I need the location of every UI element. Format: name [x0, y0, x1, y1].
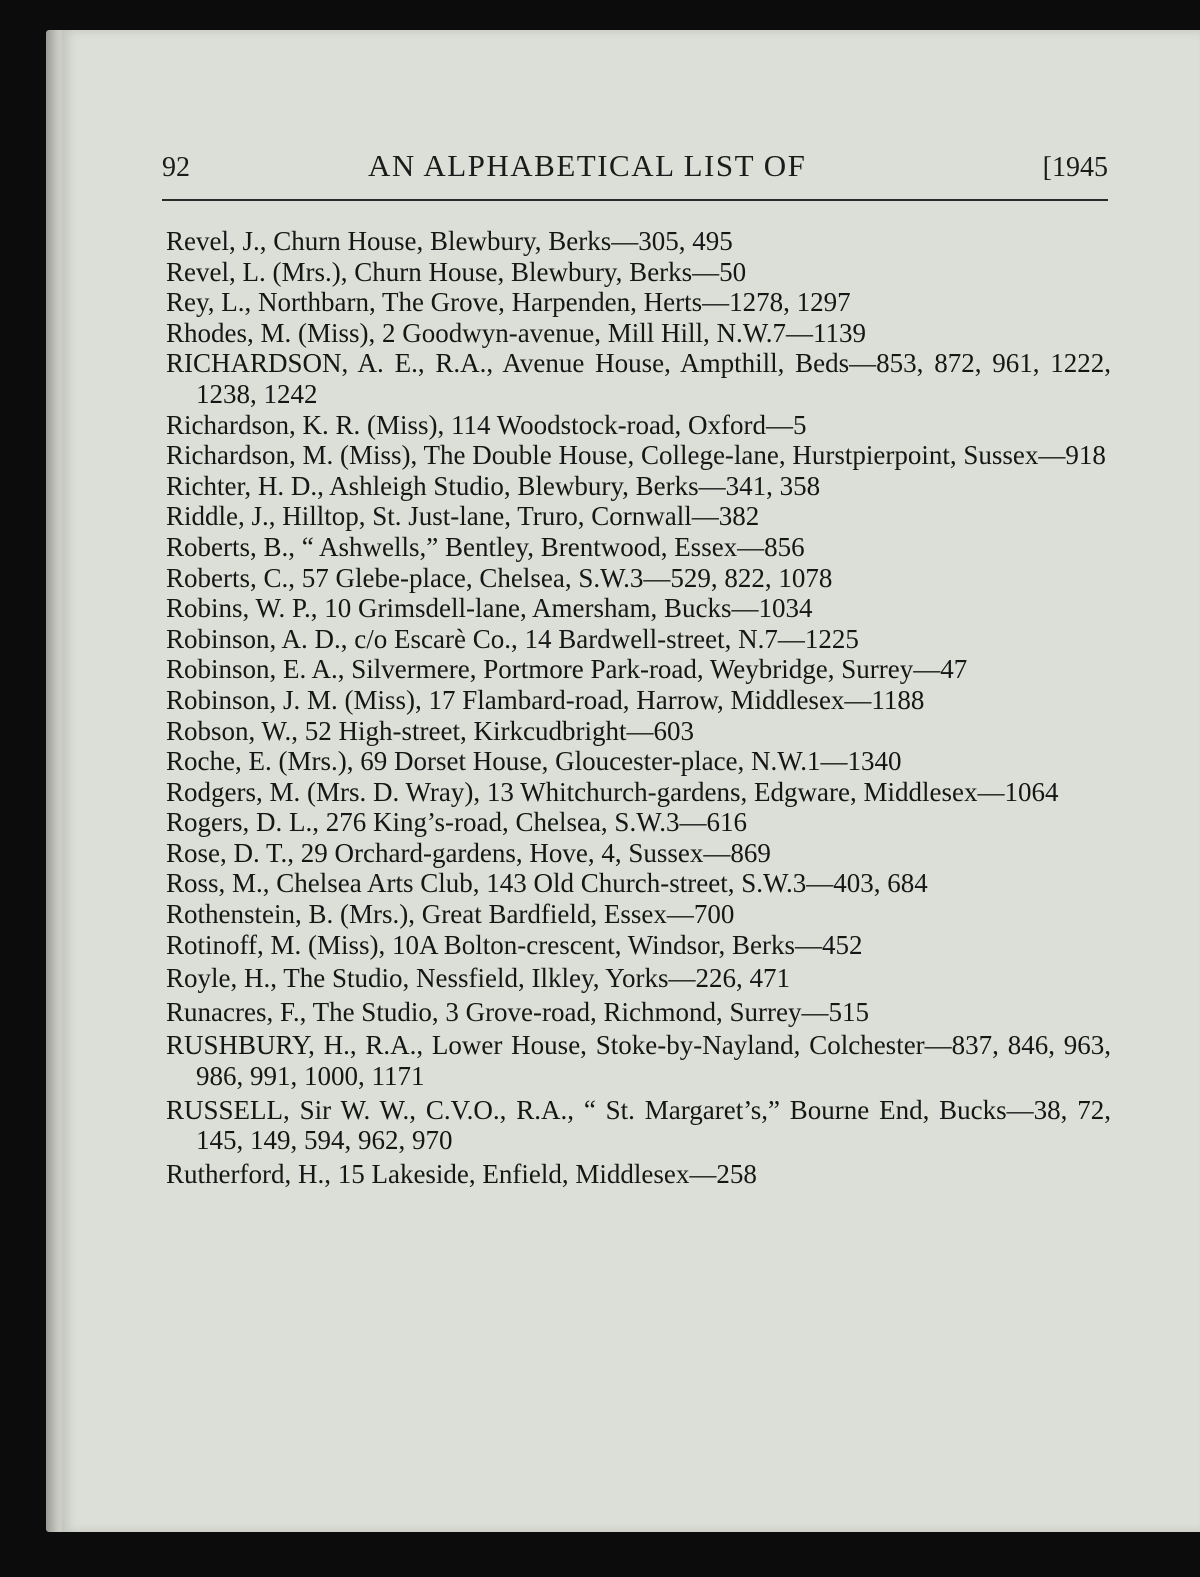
list-entry: Roberts, C., 57 Glebe-place, Chelsea, S.W.3—529, 822, 1078	[166, 562, 833, 593]
list-entry: Roche, E. (Mrs.), 69 Dorset House, Gloucester-place, N.W.1—1340	[166, 746, 902, 777]
list-entry: Richardson, K. R. (Miss), 114 Woodstock-road, Oxford—5	[166, 409, 807, 440]
list-entry: Rhodes, M. (Miss), 2 Goodwyn-avenue, Mill Hill, N.W.7—1139	[166, 317, 866, 348]
list-entry: Revel, J., Churn House, Blewbury, Berks—305, 495	[166, 226, 733, 256]
list-entry: Royle, H., The Studio, Nessfield, Ilkley, Yorks—226, 471	[166, 963, 790, 994]
list-entry: Rodgers, M. (Mrs. D. Wray), 13 Whitchurch-gardens, Edgware, Middlesex—1064	[166, 776, 1059, 807]
entry-list	[166, 226, 1111, 1189]
header-rule	[162, 199, 1108, 201]
list-entry: Revel, L. (Mrs.), Churn House, Blewbury, Berks—50	[166, 256, 747, 287]
list-entry: Rutherford, H., 15 Lakeside, Enfield, Middlesex—258	[166, 1158, 757, 1189]
list-entry: Rothenstein, B. (Mrs.), Great Bardfield, Essex—700	[166, 899, 735, 930]
list-entry: Robson, W., 52 High-street, Kirkcudbright—603	[166, 715, 694, 746]
list-entry: Robins, W. P., 10 Grimsdell-lane, Amersham, Bucks—1034	[166, 593, 813, 624]
running-header	[162, 148, 1108, 188]
header-year: [1945	[1042, 152, 1108, 183]
list-entry: Robinson, J. M. (Miss), 17 Flambard-road, Harrow, Middlesex—1188	[166, 684, 925, 715]
list-entry: Runacres, F., The Studio, 3 Grove-road, Richmond, Surrey—515	[166, 996, 869, 1027]
list-entry: RUSSELL, Sir W. W., C.V.O., R.A., “ St. Margaret’s,” Bourne End, Bucks—38, 72, 145, 149, 594, 962, 970	[166, 1094, 1111, 1156]
page-number: 92	[162, 152, 190, 183]
list-entry: Richardson, M. (Miss), The Double House, College-lane, Hurstpierpoint, Sussex—918	[166, 440, 1106, 471]
list-entry: RUSHBURY, H., R.A., Lower House, Stoke-by-Nayland, Colchester—837, 846, 963, 986, 991, 1000, 1171	[166, 1030, 1111, 1092]
list-entry: Rogers, D. L., 276 King’s-road, Chelsea, S.W.3—616	[166, 807, 747, 838]
list-entry: Ross, M., Chelsea Arts Club, 143 Old Church-street, S.W.3—403, 684	[166, 868, 928, 899]
list-entry: Robinson, E. A., Silvermere, Portmore Park-road, Weybridge, Surrey—47	[166, 654, 968, 685]
list-entry: Roberts, B., “ Ashwells,” Bentley, Brentwood, Essex—856	[166, 531, 805, 562]
list-entry: Rotinoff, M. (Miss), 10A Bolton-crescent, Windsor, Berks—452	[166, 929, 863, 960]
running-title: AN ALPHABETICAL LIST OF	[368, 148, 807, 183]
list-entry: Rey, L., Northbarn, The Grove, Harpenden, Herts—1278, 1297	[166, 287, 851, 318]
list-entry: Riddle, J., Hilltop, St. Just-lane, Truro, Cornwall—382	[166, 501, 760, 532]
list-entry: Rose, D. T., 29 Orchard-gardens, Hove, 4, Sussex—869	[166, 837, 771, 868]
list-entry: Richter, H. D., Ashleigh Studio, Blewbury, Berks—341, 358	[166, 470, 821, 501]
list-entry: Robinson, A. D., c/o Escarè Co., 14 Bardwell-street, N.7—1225	[166, 623, 859, 654]
list-entry: RICHARDSON, A. E., R.A., Avenue House, Ampthill, Beds—853, 872, 961, 1222, 1238, 1242	[166, 348, 1111, 409]
